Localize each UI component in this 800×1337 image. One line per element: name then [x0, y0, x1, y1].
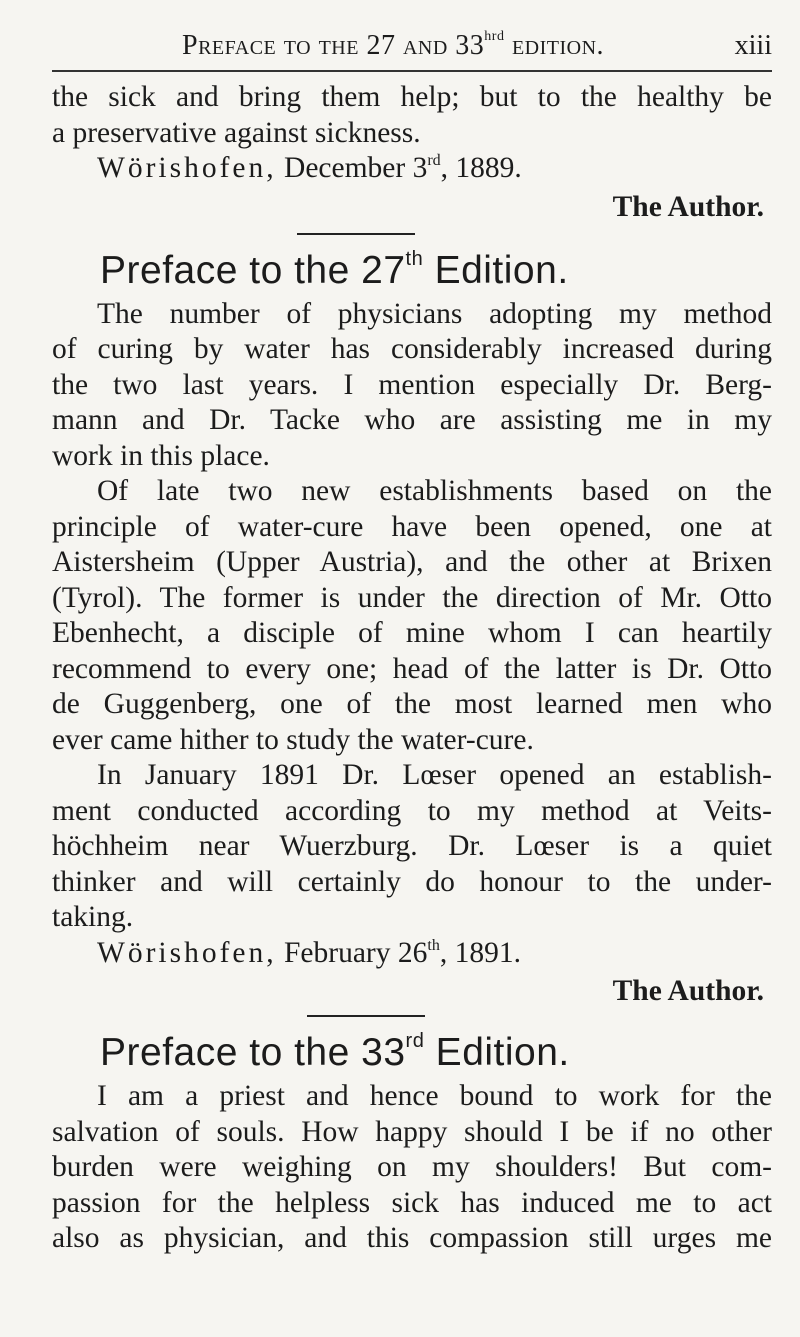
text-line: thinker and will certainly do honour to the under-	[52, 865, 772, 898]
dateline-date-sup: rd	[427, 152, 441, 169]
heading-text: Preface to the 27	[100, 248, 406, 292]
heading-text: Preface to the 33	[100, 1031, 406, 1074]
text-line: passion for the helpless sick has induced me to act	[52, 1186, 772, 1219]
text-line: also as physician, and this compassion still urges me	[52, 1222, 772, 1254]
text-line: ment conducted according to my method at Veits-	[52, 794, 772, 827]
dateline	[52, 151, 772, 187]
dateline-place: Wörishofen,	[97, 936, 277, 969]
text-line: (Tyrol). The former is under the direction of Mr. Otto	[52, 581, 772, 614]
section-separator	[297, 233, 415, 235]
author-signature: The Author.	[612, 190, 764, 223]
running-head	[52, 30, 772, 70]
heading-sup: th	[405, 247, 424, 270]
text-line: Aistersheim (Upper Austria), and the other at Brixen	[52, 546, 772, 578]
heading-suffix: Edition.	[424, 1031, 570, 1074]
page-body	[52, 80, 772, 1257]
dateline-year: , 1891.	[439, 936, 521, 969]
dateline-place: Wörishofen,	[97, 152, 277, 184]
text-line: ever came hither to study the water-cure.	[52, 723, 534, 756]
heading-sup: rd	[405, 1030, 425, 1052]
section-heading-27	[52, 245, 772, 297]
text-line: of curing by water has considerably increased during	[52, 333, 772, 365]
text-line: principle of water-cure have been opened, one at	[52, 510, 772, 543]
dateline	[52, 936, 772, 972]
section-heading-33	[52, 1027, 772, 1079]
text-line: Ebenhecht, a disciple of mine whom I can heartily	[52, 617, 772, 649]
text-line: the sick and bring them help; but to the healthy be	[52, 81, 772, 113]
running-head-title	[182, 30, 604, 62]
text-line: The number of physicians adopting my method	[97, 297, 772, 330]
dateline-date: December 3	[276, 152, 428, 184]
dateline-year: , 1889.	[440, 152, 522, 184]
text-line: work in this place.	[52, 439, 270, 472]
section-separator	[307, 1015, 425, 1017]
text-line: a preservative against sickness.	[52, 116, 421, 149]
text-line: taking.	[52, 901, 134, 933]
text-line: burden were weighing on my shoulders! But com-	[52, 1151, 772, 1183]
text-line: de Guggenberg, one of the most learned men who	[52, 688, 772, 720]
author-signature: The Author.	[612, 975, 764, 1007]
running-head-title-suffix: edition.	[504, 30, 605, 61]
text-line: mann and Dr. Tacke who are assisting me in my	[52, 404, 772, 436]
running-head-title-prefix: Preface to the 27 and 33	[182, 30, 485, 61]
page-number: xiii	[734, 30, 772, 61]
text-line: salvation of souls. How happy should I be if no other	[52, 1115, 772, 1148]
text-line: I am a priest and hence bound to work for the	[97, 1080, 772, 1112]
dateline-date-sup: th	[427, 936, 440, 954]
text-line: Of late two new establishments based on the	[97, 475, 772, 507]
text-line: höchheim near Wuerzburg. Dr. Lœser is a quiet	[52, 830, 772, 862]
text-line: the two last years. I mention especially Dr. Berg-	[52, 368, 772, 401]
header-rule	[52, 70, 772, 72]
dateline-date: February 26	[276, 936, 428, 969]
text-line: In January 1891 Dr. Lœser opened an establish-	[97, 759, 772, 791]
heading-suffix: Edition.	[423, 248, 569, 292]
text-line: recommend to every one; head of the latter is Dr. Otto	[52, 652, 772, 685]
running-head-title-sup: hrd	[484, 29, 505, 44]
